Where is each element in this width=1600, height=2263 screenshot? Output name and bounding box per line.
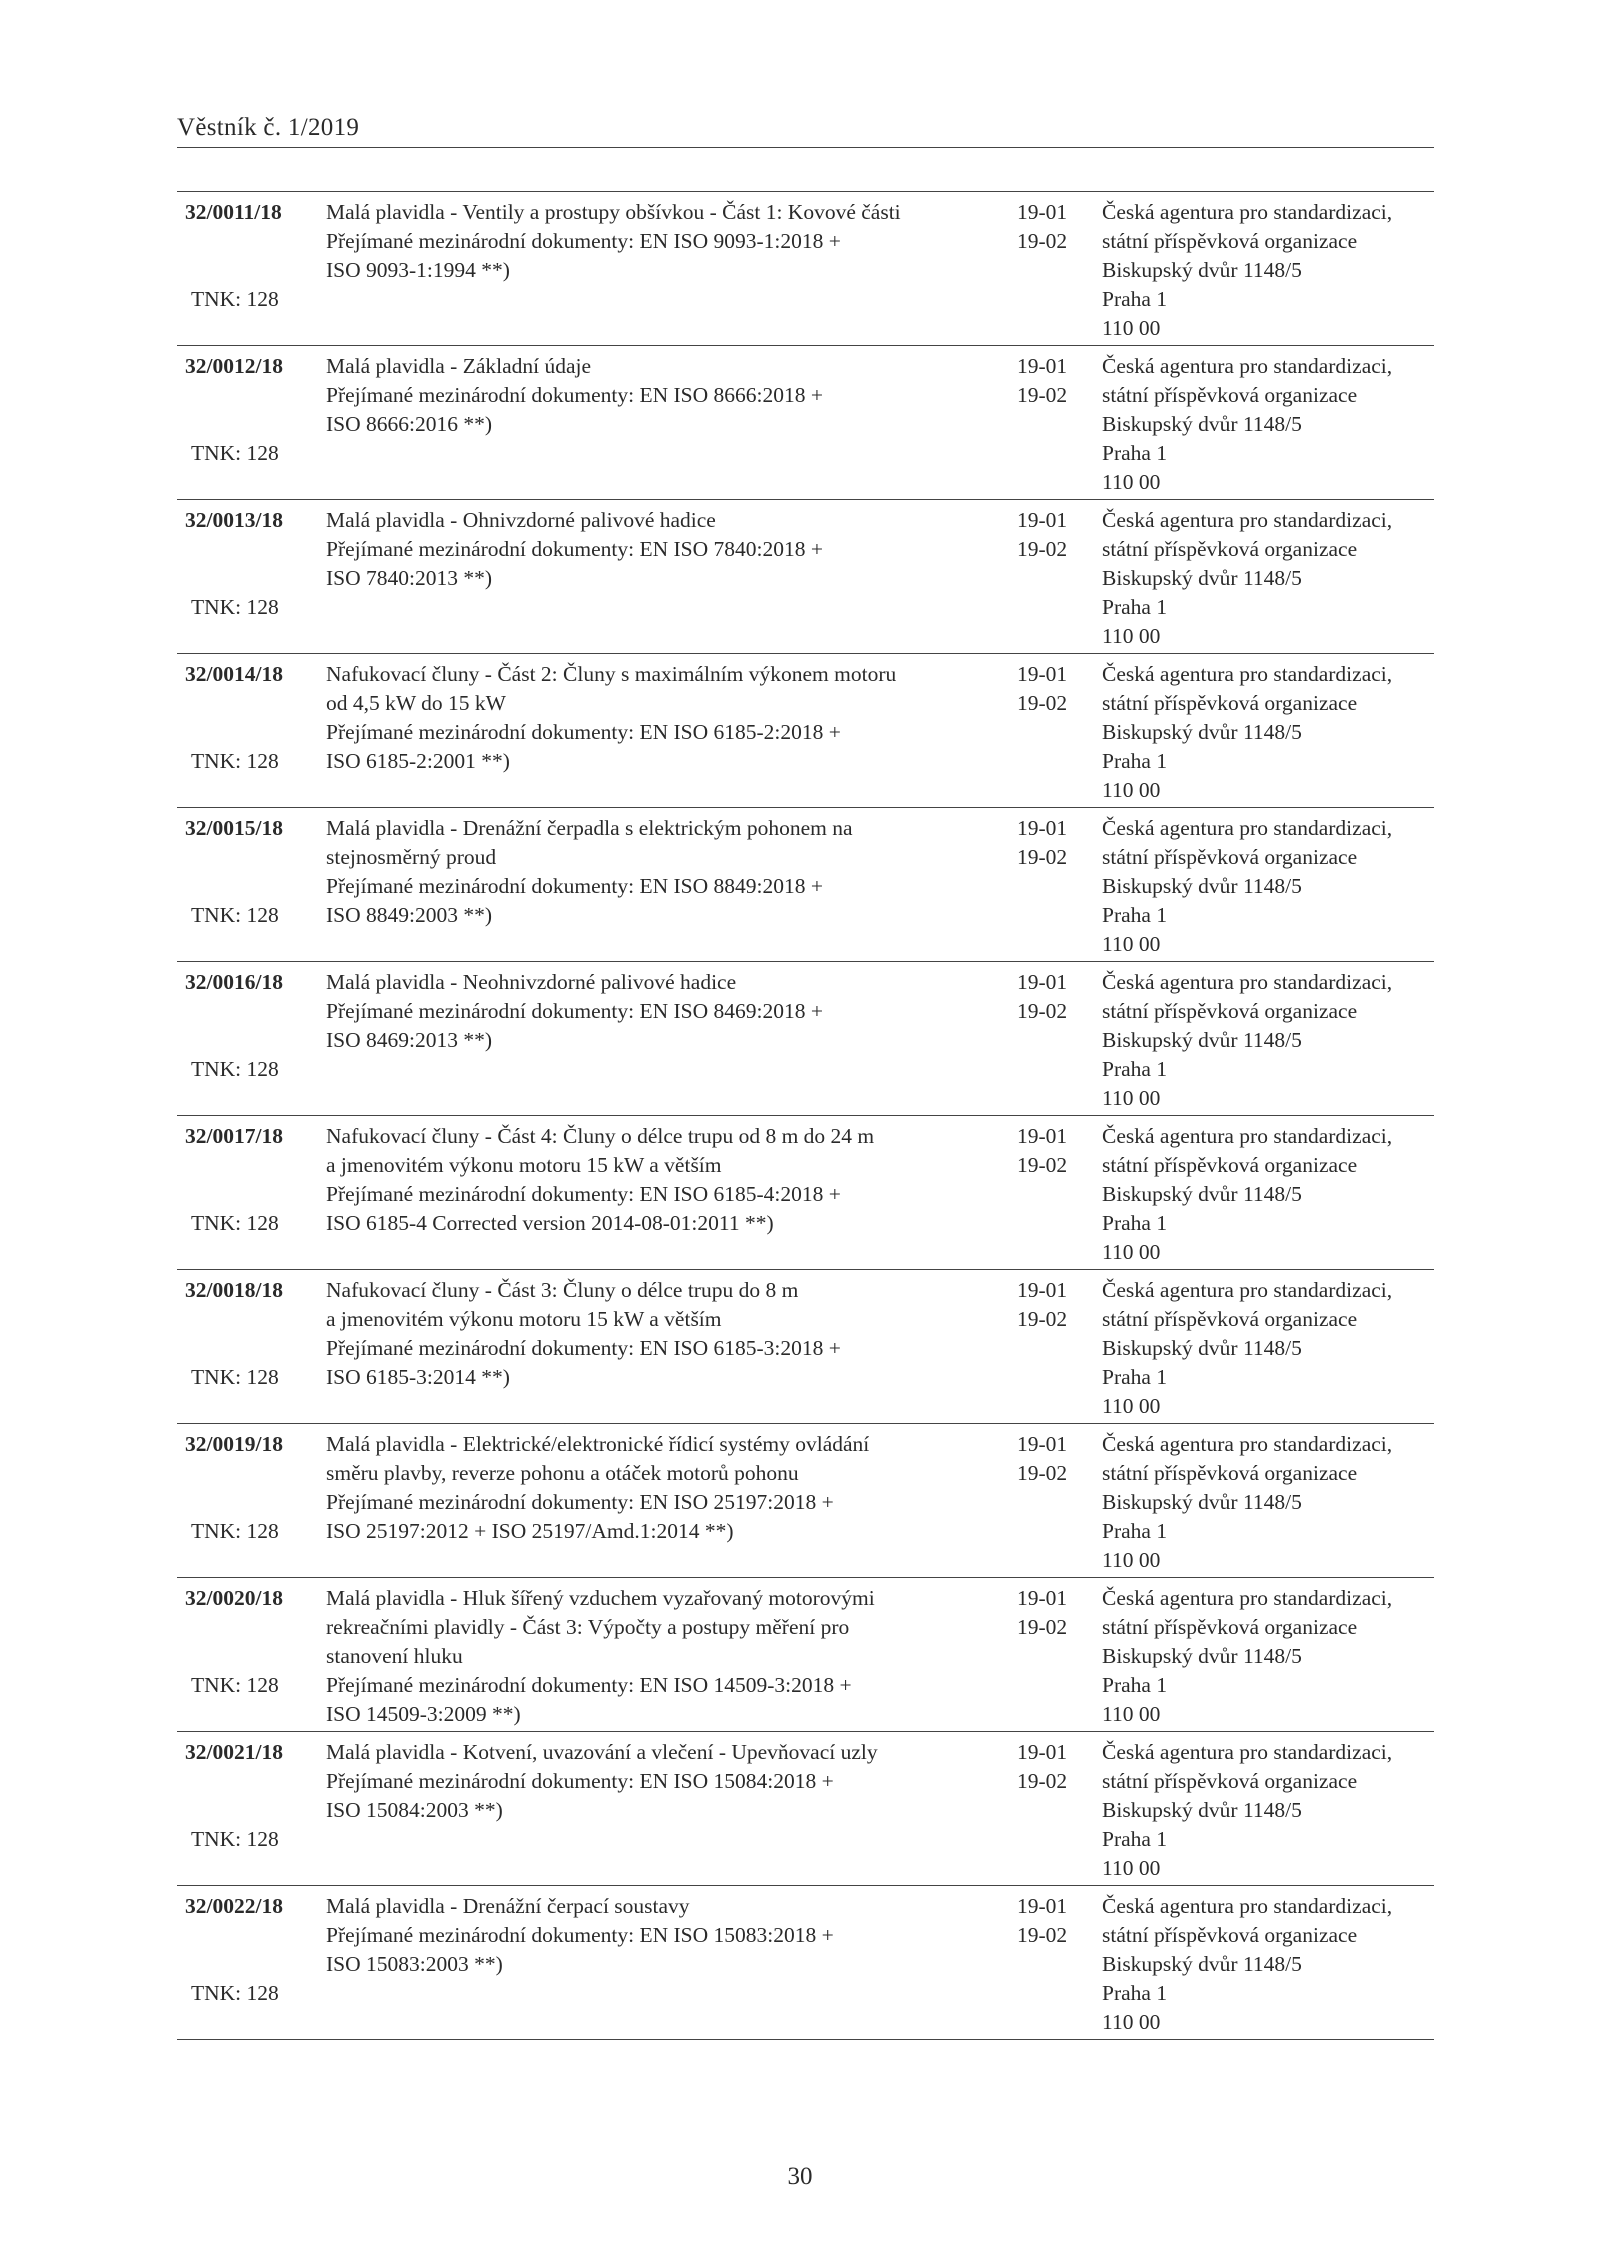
organization-line: Česká agentura pro standardizaci, [1102, 1740, 1393, 1764]
organization-line: státní příspěvková organizace [1102, 1307, 1358, 1331]
entry-tnk: TNK: 128 [191, 1519, 279, 1543]
code-line: 19-02 [1017, 999, 1068, 1023]
organization-line: Biskupský dvůr 1148/5 [1102, 1182, 1302, 1206]
organization-line: Česká agentura pro standardizaci, [1102, 1894, 1393, 1918]
description-line: Nafukovací čluny - Část 3: Čluny o délce trupu do 8 m [326, 1278, 799, 1302]
description-line: ISO 6185-3:2014 **) [326, 1365, 510, 1389]
organization-line: Praha 1 [1102, 1365, 1168, 1389]
standard-entry [177, 808, 1434, 962]
organization-line: 110 00 [1102, 624, 1161, 648]
entry-codes [1017, 814, 1067, 872]
code-line: 19-01 [1017, 1124, 1068, 1148]
description-line: ISO 8849:2003 **) [326, 903, 493, 927]
organization-line: státní příspěvková organizace [1102, 1769, 1358, 1793]
organization-line: 110 00 [1102, 470, 1161, 494]
code-line: 19-02 [1017, 1153, 1068, 1177]
organization-line: 110 00 [1102, 932, 1161, 956]
code-line: 19-02 [1017, 1307, 1068, 1331]
organization-line: Česká agentura pro standardizaci, [1102, 662, 1393, 686]
journal-title: Věstník č. 1/2019 [177, 114, 360, 141]
standard-entry [177, 192, 1434, 346]
standard-entry [177, 1578, 1434, 1732]
entry-description [326, 352, 976, 439]
entry-tnk: TNK: 128 [191, 749, 279, 773]
standards-list [177, 191, 1434, 2040]
entry-description [326, 660, 976, 776]
entry-description [326, 1892, 976, 1979]
entry-description [326, 814, 976, 930]
entry-description [326, 1738, 976, 1825]
code-line: 19-02 [1017, 1615, 1068, 1639]
description-line: Přejímané mezinárodní dokumenty: EN ISO 15084:2018 + [326, 1769, 834, 1793]
organization-line: Česká agentura pro standardizaci, [1102, 354, 1393, 378]
organization-line: Česká agentura pro standardizaci, [1102, 1278, 1393, 1302]
entry-organization [1102, 814, 1392, 959]
standard-entry [177, 1270, 1434, 1424]
organization-line: Biskupský dvůr 1148/5 [1102, 1028, 1302, 1052]
description-line: ISO 6185-2:2001 **) [326, 749, 510, 773]
organization-line: Praha 1 [1102, 749, 1168, 773]
organization-line: státní příspěvková organizace [1102, 537, 1358, 561]
description-line: stanovení hluku [326, 1644, 463, 1668]
organization-line: Česká agentura pro standardizaci, [1102, 1124, 1393, 1148]
organization-line: 110 00 [1102, 1548, 1161, 1572]
entry-id: 32/0018/18 [185, 1278, 283, 1302]
entry-description [326, 1584, 976, 1729]
description-line: Malá plavidla - Základní údaje [326, 354, 592, 378]
organization-line: Praha 1 [1102, 1057, 1168, 1081]
description-line: Malá plavidla - Ventily a prostupy obšívkou - Část 1: Kovové části [326, 200, 901, 224]
entry-tnk: TNK: 128 [191, 1673, 279, 1697]
entry-organization [1102, 1122, 1392, 1267]
organization-line: Biskupský dvůr 1148/5 [1102, 1798, 1302, 1822]
entry-id: 32/0020/18 [185, 1586, 283, 1610]
organization-line: státní příspěvková organizace [1102, 999, 1358, 1023]
description-line: a jmenovitém výkonu motoru 15 kW a větším [326, 1307, 722, 1331]
organization-line: státní příspěvková organizace [1102, 229, 1358, 253]
organization-line: Biskupský dvůr 1148/5 [1102, 258, 1302, 282]
entry-id: 32/0021/18 [185, 1740, 283, 1764]
entry-id: 32/0011/18 [185, 200, 282, 224]
entry-organization [1102, 660, 1392, 805]
code-line: 19-02 [1017, 845, 1068, 869]
entry-organization [1102, 198, 1392, 343]
entry-tnk: TNK: 128 [191, 595, 279, 619]
description-line: Malá plavidla - Drenážní čerpací soustavy [326, 1894, 690, 1918]
entry-tnk: TNK: 128 [191, 1057, 279, 1081]
organization-line: Česká agentura pro standardizaci, [1102, 200, 1393, 224]
code-line: 19-02 [1017, 229, 1068, 253]
description-line: Přejímané mezinárodní dokumenty: EN ISO 6185-4:2018 + [326, 1182, 841, 1206]
entry-organization [1102, 1892, 1392, 2037]
organization-line: státní příspěvková organizace [1102, 691, 1358, 715]
code-line: 19-01 [1017, 970, 1068, 994]
entry-description [326, 968, 976, 1055]
entry-description [326, 506, 976, 593]
description-line: Malá plavidla - Elektrické/elektronické řídicí systémy ovládání [326, 1432, 870, 1456]
organization-line: Biskupský dvůr 1148/5 [1102, 720, 1302, 744]
code-line: 19-02 [1017, 691, 1068, 715]
description-line: Nafukovací čluny - Část 2: Čluny s maximálním výkonem motoru [326, 662, 897, 686]
entry-tnk: TNK: 128 [191, 1365, 279, 1389]
description-line: Malá plavidla - Hluk šířený vzduchem vyzařovaný motorovými [326, 1586, 875, 1610]
description-line: od 4,5 kW do 15 kW [326, 691, 506, 715]
standard-entry [177, 1732, 1434, 1886]
entry-organization [1102, 1584, 1392, 1729]
code-line: 19-02 [1017, 537, 1068, 561]
description-line: Přejímané mezinárodní dokumenty: EN ISO 6185-3:2018 + [326, 1336, 841, 1360]
description-line: rekreačními plavidly - Část 3: Výpočty a postupy měření pro [326, 1615, 850, 1639]
organization-line: státní příspěvková organizace [1102, 845, 1358, 869]
description-line: Přejímané mezinárodní dokumenty: EN ISO 8666:2018 + [326, 383, 823, 407]
organization-line: Česká agentura pro standardizaci, [1102, 816, 1393, 840]
entry-organization [1102, 506, 1392, 651]
description-line: ISO 8469:2013 **) [326, 1028, 493, 1052]
page-number: 30 [787, 2163, 813, 2190]
description-line: Přejímané mezinárodní dokumenty: EN ISO 25197:2018 + [326, 1490, 834, 1514]
entry-description [326, 1276, 976, 1392]
code-line: 19-01 [1017, 662, 1068, 686]
description-line: ISO 8666:2016 **) [326, 412, 493, 436]
organization-line: státní příspěvková organizace [1102, 1153, 1358, 1177]
description-line: ISO 15084:2003 **) [326, 1798, 503, 1822]
code-line: 19-01 [1017, 1740, 1068, 1764]
description-line: ISO 25197:2012 + ISO 25197/Amd.1:2014 **) [326, 1519, 734, 1543]
organization-line: 110 00 [1102, 1240, 1161, 1264]
entry-codes [1017, 198, 1067, 256]
organization-line: 110 00 [1102, 316, 1161, 340]
standard-entry [177, 500, 1434, 654]
description-line: ISO 15083:2003 **) [326, 1952, 503, 1976]
organization-line: Praha 1 [1102, 1519, 1168, 1543]
description-line: ISO 14509-3:2009 **) [326, 1702, 521, 1726]
entry-tnk: TNK: 128 [191, 1981, 279, 2005]
description-line: Přejímané mezinárodní dokumenty: EN ISO 8849:2018 + [326, 874, 823, 898]
entry-description [326, 1430, 976, 1546]
entry-id: 32/0013/18 [185, 508, 283, 532]
organization-line: Biskupský dvůr 1148/5 [1102, 1490, 1302, 1514]
description-line: Přejímané mezinárodní dokumenty: EN ISO 8469:2018 + [326, 999, 823, 1023]
description-line: ISO 6185-4 Corrected version 2014-08-01:2011 **) [326, 1211, 774, 1235]
organization-line: 110 00 [1102, 1702, 1161, 1726]
page-header [177, 113, 1434, 148]
organization-line: státní příspěvková organizace [1102, 1923, 1358, 1947]
organization-line: Praha 1 [1102, 1827, 1168, 1851]
entry-tnk: TNK: 128 [191, 287, 279, 311]
code-line: 19-02 [1017, 1461, 1068, 1485]
entry-tnk: TNK: 128 [191, 441, 279, 465]
standard-entry [177, 1424, 1434, 1578]
code-line: 19-01 [1017, 1586, 1068, 1610]
code-line: 19-01 [1017, 816, 1068, 840]
entry-codes [1017, 1584, 1067, 1642]
entry-id: 32/0016/18 [185, 970, 283, 994]
entry-id: 32/0019/18 [185, 1432, 283, 1456]
code-line: 19-01 [1017, 1278, 1068, 1302]
organization-line: Biskupský dvůr 1148/5 [1102, 1952, 1302, 1976]
code-line: 19-02 [1017, 383, 1068, 407]
entry-description [326, 1122, 976, 1238]
entry-codes [1017, 1738, 1067, 1796]
standard-entry [177, 962, 1434, 1116]
code-line: 19-02 [1017, 1769, 1068, 1793]
code-line: 19-01 [1017, 1432, 1068, 1456]
organization-line: Biskupský dvůr 1148/5 [1102, 412, 1302, 436]
entry-id: 32/0022/18 [185, 1894, 283, 1918]
entry-codes [1017, 1122, 1067, 1180]
entry-id: 32/0014/18 [185, 662, 283, 686]
entry-codes [1017, 1892, 1067, 1950]
code-line: 19-02 [1017, 1923, 1068, 1947]
entry-tnk: TNK: 128 [191, 903, 279, 927]
organization-line: Česká agentura pro standardizaci, [1102, 1586, 1393, 1610]
organization-line: Biskupský dvůr 1148/5 [1102, 1644, 1302, 1668]
entry-organization [1102, 1430, 1392, 1575]
organization-line: státní příspěvková organizace [1102, 1615, 1358, 1639]
entry-description [326, 198, 976, 285]
organization-line: Praha 1 [1102, 1211, 1168, 1235]
entry-organization [1102, 968, 1392, 1113]
organization-line: Biskupský dvůr 1148/5 [1102, 1336, 1302, 1360]
entry-id: 32/0015/18 [185, 816, 283, 840]
description-line: a jmenovitém výkonu motoru 15 kW a větším [326, 1153, 722, 1177]
code-line: 19-01 [1017, 508, 1068, 532]
organization-line: 110 00 [1102, 1856, 1161, 1880]
entry-codes [1017, 352, 1067, 410]
entry-tnk: TNK: 128 [191, 1827, 279, 1851]
entry-codes [1017, 968, 1067, 1026]
description-line: Malá plavidla - Kotvení, uvazování a vlečení - Upevňovací uzly [326, 1740, 878, 1764]
organization-line: státní příspěvková organizace [1102, 383, 1358, 407]
organization-line: Česká agentura pro standardizaci, [1102, 1432, 1393, 1456]
description-line: Přejímané mezinárodní dokumenty: EN ISO 6185-2:2018 + [326, 720, 841, 744]
organization-line: Česká agentura pro standardizaci, [1102, 970, 1393, 994]
organization-line: Biskupský dvůr 1148/5 [1102, 874, 1302, 898]
organization-line: 110 00 [1102, 1086, 1161, 1110]
organization-line: Praha 1 [1102, 595, 1168, 619]
organization-line: Česká agentura pro standardizaci, [1102, 508, 1393, 532]
standard-entry [177, 1116, 1434, 1270]
description-line: Přejímané mezinárodní dokumenty: EN ISO 15083:2018 + [326, 1923, 834, 1947]
organization-line: Praha 1 [1102, 1981, 1168, 2005]
organization-line: státní příspěvková organizace [1102, 1461, 1358, 1485]
standard-entry [177, 346, 1434, 500]
standard-entry [177, 654, 1434, 808]
entry-codes [1017, 660, 1067, 718]
organization-line: 110 00 [1102, 1394, 1161, 1418]
organization-line: Praha 1 [1102, 441, 1168, 465]
description-line: ISO 9093-1:1994 **) [326, 258, 510, 282]
organization-line: 110 00 [1102, 778, 1161, 802]
entry-id: 32/0017/18 [185, 1124, 283, 1148]
standard-entry [177, 1886, 1434, 2040]
organization-line: 110 00 [1102, 2010, 1161, 2034]
organization-line: Praha 1 [1102, 287, 1168, 311]
description-line: Malá plavidla - Ohnivzdorné palivové hadice [326, 508, 716, 532]
description-line: směru plavby, reverze pohonu a otáček motorů pohonu [326, 1461, 799, 1485]
entry-codes [1017, 1276, 1067, 1334]
code-line: 19-01 [1017, 1894, 1068, 1918]
description-line: Nafukovací čluny - Část 4: Čluny o délce trupu od 8 m do 24 m [326, 1124, 875, 1148]
organization-line: Praha 1 [1102, 1673, 1168, 1697]
entry-codes [1017, 506, 1067, 564]
code-line: 19-01 [1017, 200, 1068, 224]
organization-line: Biskupský dvůr 1148/5 [1102, 566, 1302, 590]
entry-id: 32/0012/18 [185, 354, 283, 378]
description-line: Přejímané mezinárodní dokumenty: EN ISO 9093-1:2018 + [326, 229, 841, 253]
description-line: Přejímané mezinárodní dokumenty: EN ISO 14509-3:2018 + [326, 1673, 852, 1697]
code-line: 19-01 [1017, 354, 1068, 378]
organization-line: Praha 1 [1102, 903, 1168, 927]
entry-codes [1017, 1430, 1067, 1488]
description-line: stejnosměrný proud [326, 845, 497, 869]
entry-organization [1102, 1276, 1392, 1421]
description-line: ISO 7840:2013 **) [326, 566, 493, 590]
entry-organization [1102, 352, 1392, 497]
description-line: Malá plavidla - Drenážní čerpadla s elektrickým pohonem na [326, 816, 853, 840]
description-line: Přejímané mezinárodní dokumenty: EN ISO 7840:2018 + [326, 537, 823, 561]
description-line: Malá plavidla - Neohnivzdorné palivové hadice [326, 970, 737, 994]
entry-organization [1102, 1738, 1392, 1883]
entry-tnk: TNK: 128 [191, 1211, 279, 1235]
